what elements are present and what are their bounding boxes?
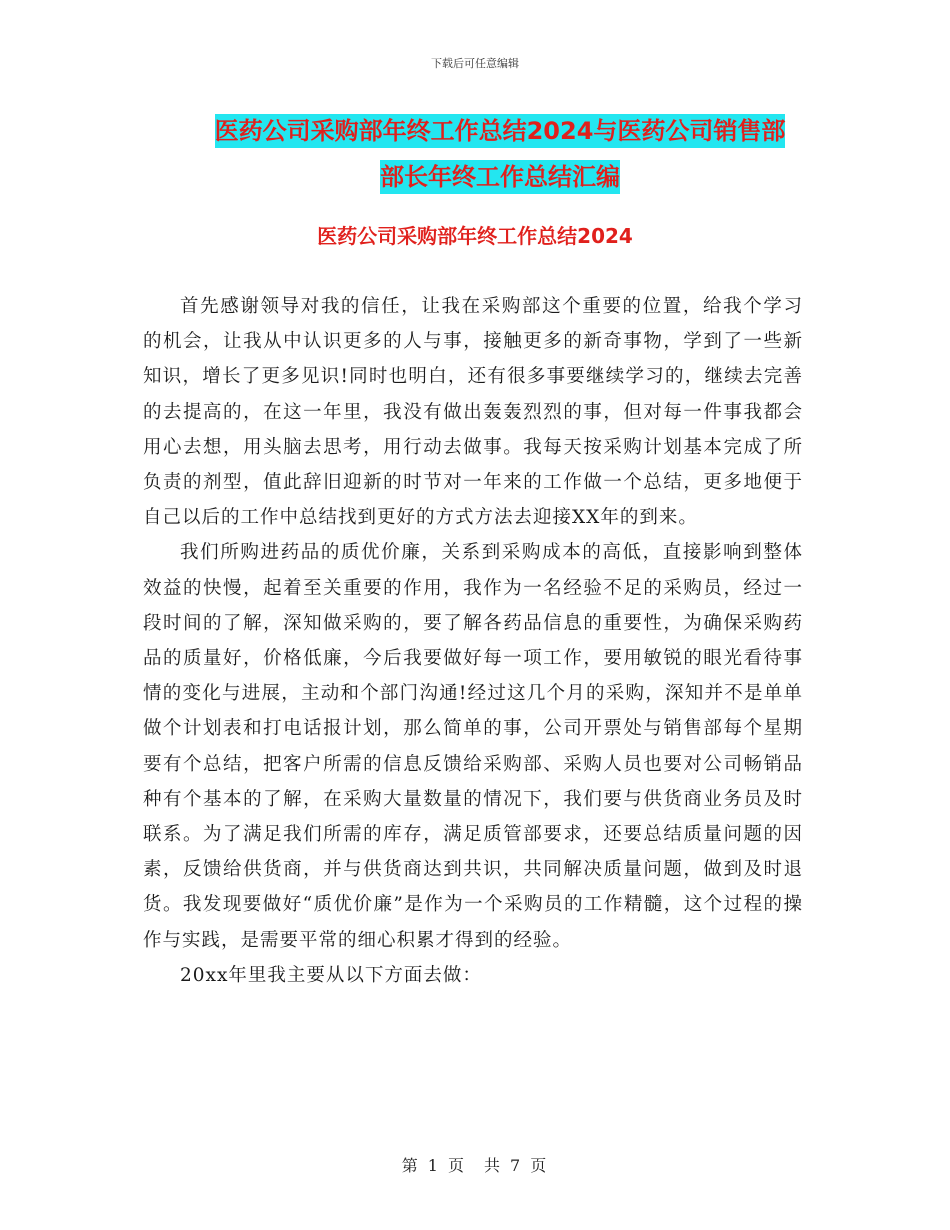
footer-label-page: 第 [401,1156,420,1175]
page-total: 7 [510,1156,523,1175]
paragraph: 20xx年里我主要从以下方面去做： [180,964,482,986]
body-text [143,289,803,993]
section-title: 医药公司采购部年终工作总结2024 [317,224,633,248]
paragraph: 首先感谢领导对我的信任，让我在采购部这个重要的位置，给我个学习的机会，让我从中认识更多的人与事，接触更多的新奇事物，学到了一些新知识，增长了更多见识!同时也明白，还有很多事要继续学习的，继续去完善的去提高的，在这一年里，我没有做出轰轰烈烈的事，但对每一件事我都会用心去想，用头脑去思考，用行动去做事。我每天按采购计划基本完成了所负责的剂型，值此辞旧迎新的时节对一年来的工作做一个总结，更多地便于自己以后的工作中总结找到更好的方式方法去迎接XX年的到来。 [143,296,803,529]
footer-label-of: 页 共 [447,1156,502,1175]
title-line-2: 部长年终工作总结汇编 [380,160,620,194]
paragraph: 我们所购进药品的质优价廉，关系到采购成本的高低，直接影响到整体效益的快慢，起着至关重要的作用，我作为一名经验不足的采购员，经过一段时间的了解，深知做采购的，要了解各药品信息的重要性，为确保采购药品的质量好，价格低廉，今后我要做好每一项工作，要用敏锐的眼光看待事情的变化与进展，主动和个部门沟通!经过这几个月的采购，深知并不是单单做个计划表和打电话报计划，那么简单的事，公司开票处与销售部每个星期要有个总结，把客户所需的信息反馈给采购部、采购人员也要对公司畅销品种有个基本的了解，在采购大量数量的情况下，我们要与供货商业务员及时联系。为了满足我们所需的库存，满足质管部要求，还要总结质量问题的因素，反馈给供货商，并与供货商达到共识，共同解决质量问题，做到及时退货。我发现要做好“质优价廉”是作为一个采购员的工作精髓，这个过程的操作与实践，是需要平常的细心积累才得到的经验。 [143,542,803,951]
header-note: 下载后可任意编辑 [431,57,519,70]
page-footer [0,1153,950,1176]
title-line-1: 医药公司采购部年终工作总结2024与医药公司销售部 [215,114,786,148]
page-number: 1 [427,1156,440,1175]
footer-label-pages: 页 [530,1156,549,1175]
document-title [140,108,860,200]
